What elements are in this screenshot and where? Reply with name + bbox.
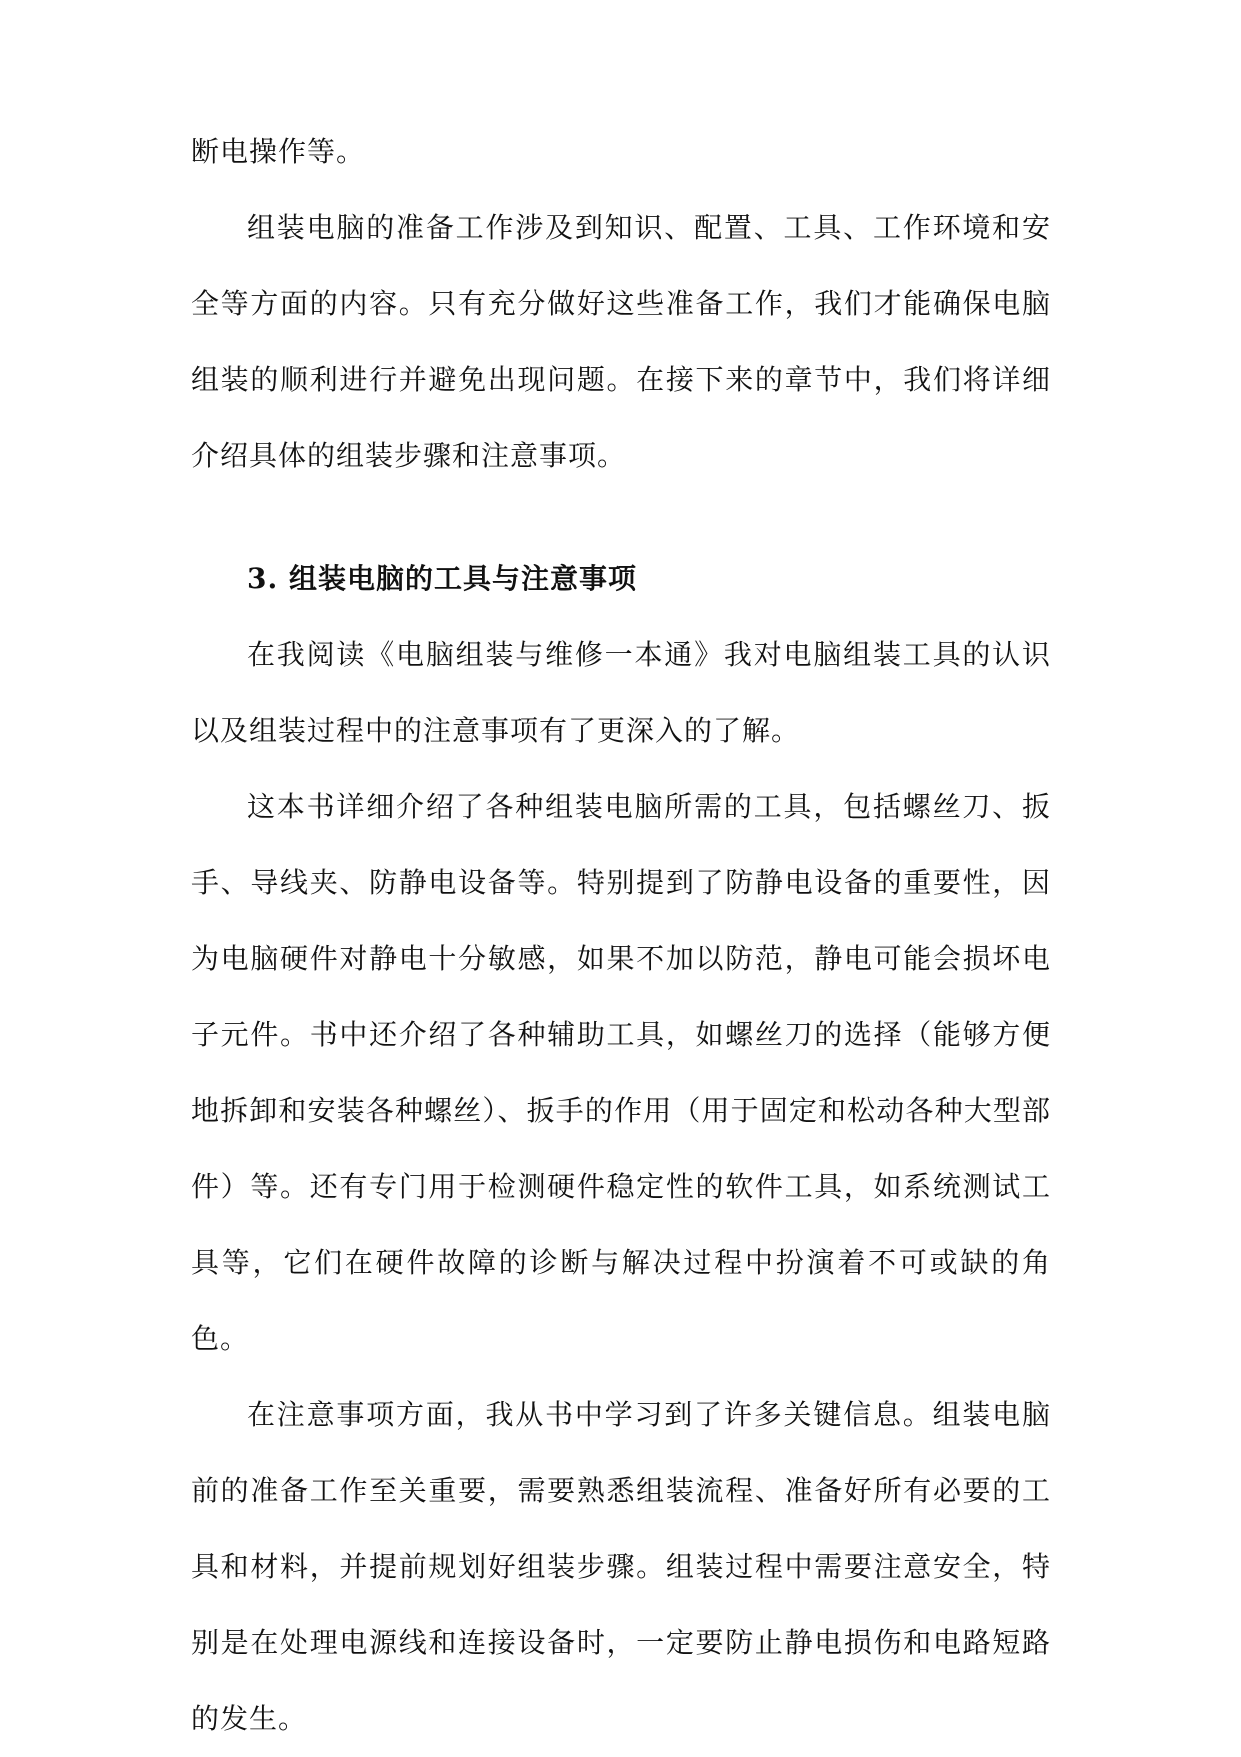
paragraph-preparation-summary: 组装电脑的准备工作涉及到知识、配置、工具、工作环境和安全等方面的内容。只有充分做好这些准备工作，我们才能确保电脑组装的顺利进行并避免出现问题。在接下来的章节中，我们将详细介绍具体的组装步骤和注意事项。 xyxy=(191,211,1051,472)
paragraph-precautions: 在注意事项方面，我从书中学习到了许多关键信息。组装电脑前的准备工作至关重要，需要熟悉组装流程、准备好所有必要的工具和材料，并提前规划好组装步骤。组装过程中需要注意安全，特别是在处理电源线和连接设备时，一定要防止静电损伤和电路短路的发生。 xyxy=(191,1398,1051,1735)
paragraph-continuation: 断电操作等。 xyxy=(191,135,366,168)
top-text-block xyxy=(191,114,1051,494)
paragraph-reading-intro: 在我阅读《电脑组装与维修一本通》我对电脑组装工具的认识以及组装过程中的注意事项有了更深入的了解。 xyxy=(191,638,1051,747)
paragraph-tools: 这本书详细介绍了各种组装电脑所需的工具，包括螺丝刀、扳手、导线夹、防静电设备等。特别提到了防静电设备的重要性，因为电脑硬件对静电十分敏感，如果不加以防范，静电可能会损坏电子元件。书中还介绍了各种辅助工具，如螺丝刀的选择（能够方便地拆卸和安装各种螺丝）、扳手的作用（用于固定和松动各种大型部件）等。还有专门用于检测硬件稳定性的软件工具，如系统测试工具等，它们在硬件故障的诊断与解决过程中扮演着不可或缺的角色。 xyxy=(191,790,1051,1355)
bottom-text-block xyxy=(191,617,1051,1757)
section-heading: 3. 组装电脑的工具与注意事项 xyxy=(247,562,637,595)
